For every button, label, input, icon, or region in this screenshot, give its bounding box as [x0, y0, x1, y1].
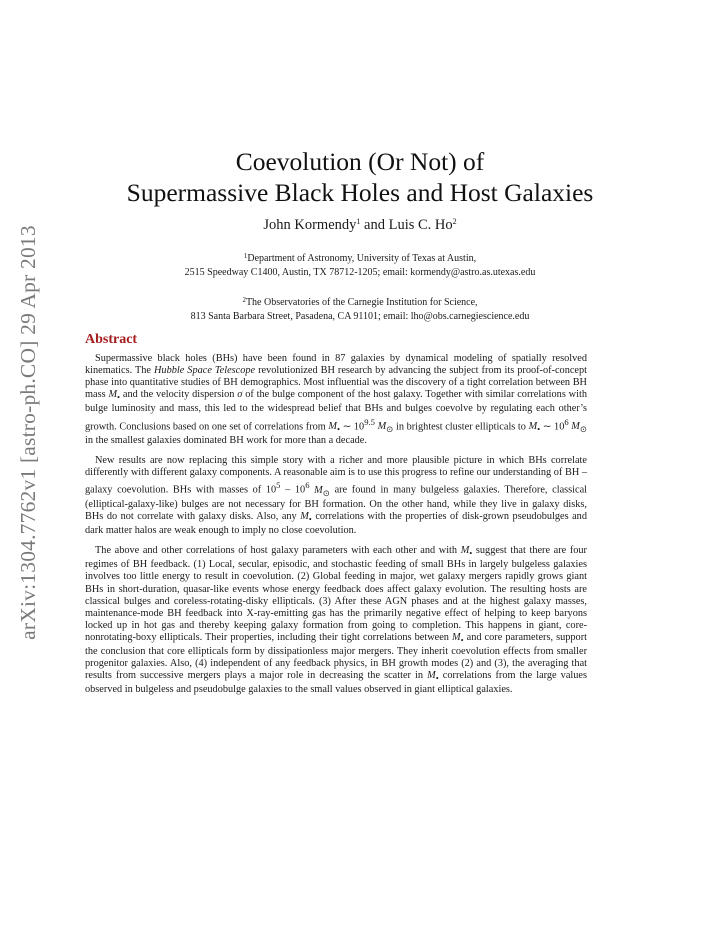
affiliation-2-line-2: 813 Santa Barbara Street, Pasadena, CA 91101; email: lho@obs.carnegiescience.edu	[190, 310, 530, 322]
paper-title	[50, 146, 670, 208]
abstract-paragraph-1: Supermassive black holes (BHs) have been found in 87 galaxies by dynamical modeling of spatially resolved kinematics. The Hubble Space Telescope revolutionized BH research by advancing the subject from its proof-of-concept phase into quantitative studies of BH demographics. Most influential was the discovery of a tight correlation between BH mass $M_•$ and the velocity dispersion σ of the bulge component of the host galaxy. Together with similar correlations with bulge luminosity and mass, this led to the widespread belief that BHs and bulges coevolve by regulating each other’s growth. Conclusions based on one set of correlations from $M_•$ ∼ $10^{9.5}$ $M_⊙$ in brightest cluster ellipticals to $M_•$ ∼ $10^6$ $M_⊙$ in the smallest galaxies dominated BH work for more than a decade.	[85, 353, 588, 447]
author-list	[0, 217, 720, 234]
author-connector: and	[360, 217, 389, 233]
abstract-body	[85, 353, 587, 705]
author-kormendy: John Kormendy	[263, 217, 357, 233]
math-m-sun: $M_⊙$	[377, 420, 394, 434]
affiliation-2	[0, 294, 720, 323]
affiliation-1	[0, 250, 720, 279]
abstract-heading: Abstract	[85, 332, 138, 347]
affiliation-mark: 1	[356, 217, 361, 226]
math-m-bh: $M_•$	[328, 420, 341, 434]
affiliation-mark: 2	[452, 217, 457, 226]
author-ho: Luis C. Ho	[388, 217, 453, 233]
math-m-sun: $M_⊙$	[571, 420, 588, 434]
math-m-bh: $M_•$	[300, 511, 312, 525]
abstract-paragraph-2: New results are now replacing this simple story with a richer and more plausible picture in which BHs correlate differently with different galaxy components. A reasonable aim is to use this progress to refine our understanding of BH – galaxy coevolution. BHs with masses of $10^5 - 10^6$ $M_⊙$ are found in many bulgeless galaxies. Therefore, classical (elliptical-galaxy-like) bulges are not necessary for BH formation. On the other hand, while they live in galaxy disks, BHs do not correlate with galaxy disks. Also, any $M_•$ correlations with the properties of disk-grown pseudobulges and dark matter halos are weak enough to imply no close coevolution.	[85, 455, 588, 537]
affiliation-mark: 2	[242, 296, 246, 304]
title-line-1: Coevolution (Or Not) of	[235, 147, 485, 176]
math-m-bh: $M_•$	[427, 670, 439, 684]
title-line-2: Supermassive Black Holes and Host Galaxies	[126, 178, 594, 207]
abstract-paragraph-3: The above and other correlations of host galaxy parameters with each other and with $M_•$ suggest that there are four regimes of BH feedback. (1) Local, secular, episodic, and stochastic feeding of small BHs in largely bulgeless galaxies involves too little energy to result in coevolution. (2) Global feeding in major, wet galaxy mergers rapidly grows giant BHs in short-duration, quasar-like events whose energy feedback does affect galaxy evolution. The resulting hosts are classical bulges and coreless-rotating-disky ellipticals. (3) After these AGN phases and at the highest galaxy masses, maintenance-mode BH feedback into X-ray-emitting gas has the primarily negative effect of helping to keep baryons locked up in hot gas and thereby keeping galaxy formation from going to completion. This happens in giant, core-nonrotating-boxy ellipticals. Their properties, including their tight correlations between $M_•$ and core parameters, support the conclusion that core ellipticals form by dissipationless major mergers. They inherit coevolution effects from smaller progenitor galaxies. Also, (4) independent of any feedback physics, in BH growth modes (2) and (3), the averaging that results from successive mergers plays a major role in decreasing the scatter in $M_•$ correlations from the large values observed in bulgeless and pseudobulge galaxies to the small values observed in giant elliptical galaxies.	[85, 545, 587, 696]
affiliation-1-line-2: 2515 Speedway C1400, Austin, TX 78712-1205; email: kormendy@astro.as.utexas.edu	[184, 266, 536, 278]
math-sigma: σ	[237, 389, 243, 401]
affiliation-mark: 1	[243, 252, 248, 260]
math-m-bh: $M_•$	[460, 545, 473, 559]
math-m-bh: $M_•$	[108, 389, 121, 403]
arxiv-identifier-text: arXiv:1304.7762v1 [astro-ph.CO] 29 Apr 2013	[15, 224, 40, 640]
math-m-bh: $M_•$	[451, 631, 464, 645]
math-m-sun: $M_⊙$	[314, 484, 330, 498]
affiliation-1-line-1: Department of Astronomy, University of Texas at Austin,	[247, 253, 477, 264]
math-m-bh: $M_•$	[528, 420, 541, 434]
affiliation-2-line-1: The Observatories of the Carnegie Institution for Science,	[245, 297, 478, 308]
